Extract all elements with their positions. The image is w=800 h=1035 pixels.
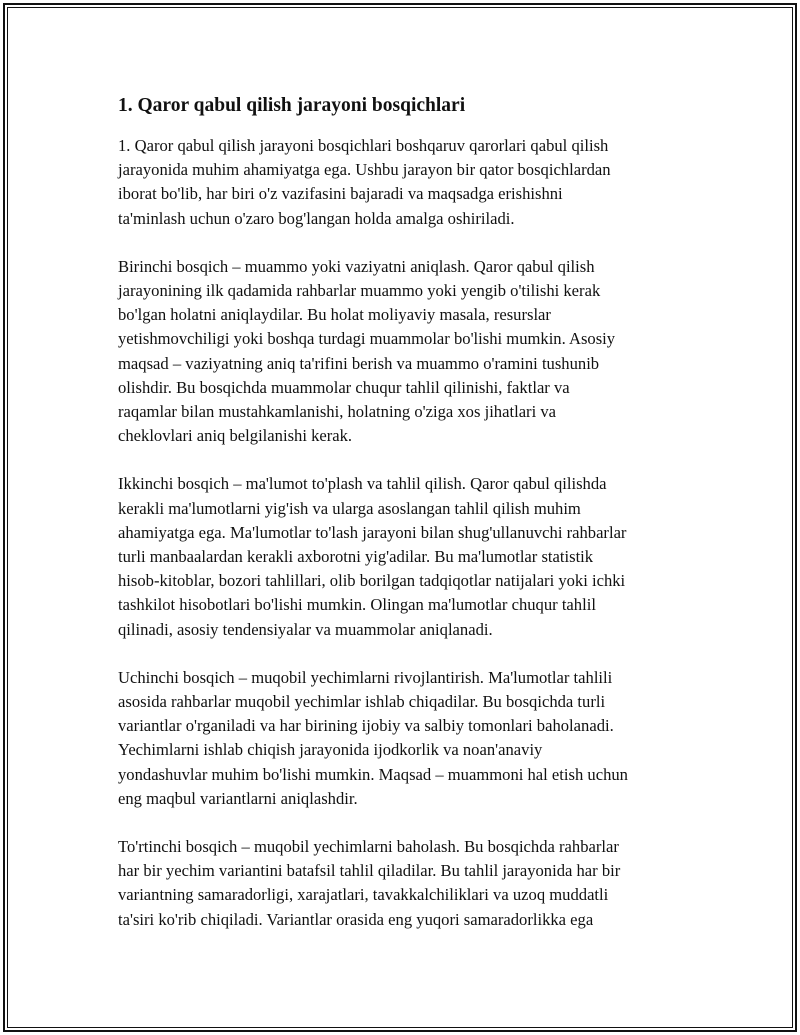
text-line: eng maqbul variantlarni aniqlashdir. xyxy=(118,788,358,808)
text-line: Birinchi bosqich – muammo yoki vaziyatni aniqlash. Qaror qabul qilish xyxy=(118,256,595,276)
text-line: ta'minlash uchun o'zaro bog'langan holda amalga oshiriladi. xyxy=(118,208,515,228)
text-line: cheklovlari aniq belgilanishi kerak. xyxy=(118,426,353,446)
paragraph-stage-2 xyxy=(118,472,698,641)
paragraph-stage-4 xyxy=(118,835,698,932)
text-line: Uchinchi bosqich – muqobil yechimlarni rivojlantirish. Ma'lumotlar tahlili xyxy=(118,667,613,687)
text-line: iborat bo'lib, har biri o'z vazifasini bajaradi va maqsadga erishishni xyxy=(118,184,563,204)
text-line: variantning samaradorligi, xarajatlari, tavakkalchiliklari va uzoq muddatli xyxy=(118,885,609,905)
text-line: turli manbaalardan kerakli axborotni yig'adilar. Bu ma'lumotlar statistik xyxy=(118,547,594,567)
text-line: ta'siri ko'rib chiqiladi. Variantlar orasida eng yuqori samaradorlikka ega xyxy=(118,909,594,929)
paragraph-intro xyxy=(118,134,698,231)
paragraph-stage-3 xyxy=(118,666,698,811)
text-line: jarayonining ilk qadamida rahbarlar muammo yoki yengib o'tilishi kerak xyxy=(118,281,601,301)
text-line: har bir yechim variantini batafsil tahlil qiladilar. Bu tahlil jarayonida har bir xyxy=(118,861,621,881)
document-body xyxy=(118,92,698,956)
text-line: Yechimlarni ishlab chiqish jarayonida ijodkorlik va noan'anaviy xyxy=(118,740,543,760)
text-line: jarayonida muhim ahamiyatga ega. Ushbu jarayon bir qator bosqichlardan xyxy=(118,160,611,180)
text-line: Ikkinchi bosqich – ma'lumot to'plash va tahlil qilish. Qaror qabul qilishda xyxy=(118,474,607,494)
text-line: hisob-kitoblar, bozori tahlillari, olib borilgan tadqiqotlar natijalari yoki ichki xyxy=(118,571,626,591)
text-line: yetishmovchiligi yoki boshqa turdagi muammolar bo'lishi mumkin. Asosiy xyxy=(118,329,616,349)
text-line: kerakli ma'lumotlarni yig'ish va ularga asoslangan tahlil qilish muhim xyxy=(118,498,581,518)
text-line: ahamiyatga ega. Ma'lumotlar to'lash jarayoni bilan shug'ullanuvchi rahbarlar xyxy=(118,522,627,542)
text-line: asosida rahbarlar muqobil yechimlar ishlab chiqadilar. Bu bosqichda turli xyxy=(118,692,606,712)
paragraph-stage-1 xyxy=(118,255,698,449)
text-line: qilinadi, asosiy tendensiyalar va muammolar aniqlanadi. xyxy=(118,619,493,639)
section-heading: 1. Qaror qabul qilish jarayoni bosqichlari xyxy=(118,95,466,116)
text-line: To'rtinchi bosqich – muqobil yechimlarni baholash. Bu bosqichda rahbarlar xyxy=(118,837,619,857)
text-line: olishdir. Bu bosqichda muammolar chuqur tahlil qilinishi, faktlar va xyxy=(118,377,570,397)
text-line: raqamlar bilan mustahkamlanishi, holatning o'ziga xos jihatlari va xyxy=(118,402,557,422)
text-line: 1. Qaror qabul qilish jarayoni bosqichlari boshqaruv qarorlari qabul qilish xyxy=(118,136,609,155)
text-line: variantlar o'rganiladi va har birining ijobiy va salbiy tomonlari baholanadi. xyxy=(118,716,614,736)
text-line: yondashuvlar muhim bo'lishi mumkin. Maqsad – muammoni hal etish uchun xyxy=(118,764,628,784)
text-line: tashkilot hisobotlari bo'lishi mumkin. Olingan ma'lumotlar chuqur tahlil xyxy=(118,595,596,615)
text-line: maqsad – vaziyatning aniq ta'rifini berish va muammo o'ramini tushunib xyxy=(118,353,600,373)
text-line: bo'lgan holatni aniqlaydilar. Bu holat moliyaviy masala, resurslar xyxy=(118,305,551,325)
